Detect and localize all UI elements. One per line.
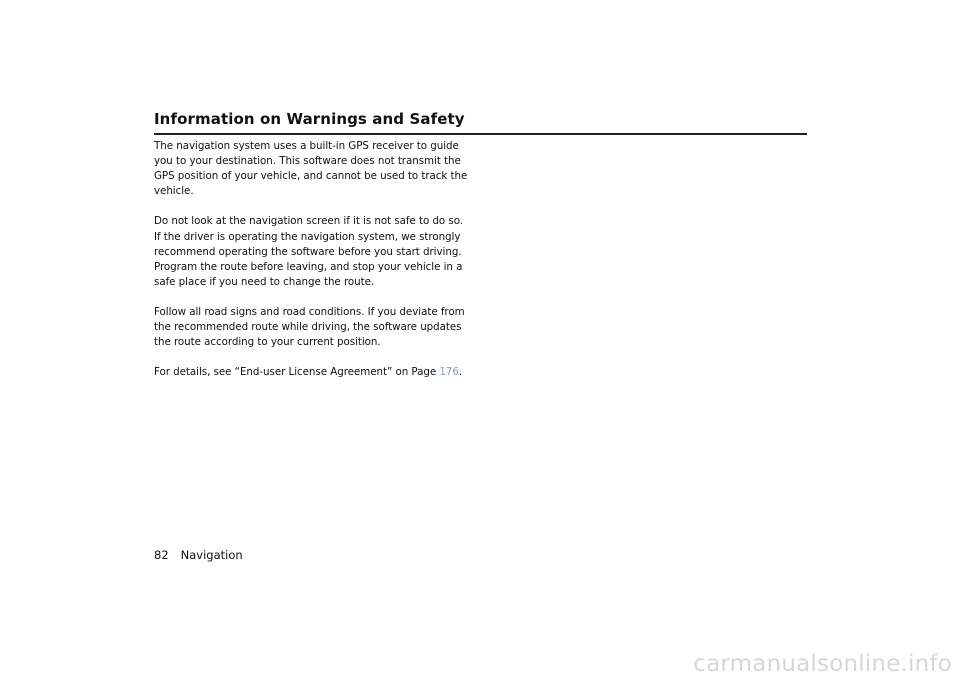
page-footer	[154, 548, 243, 562]
watermark: carmanualsonline.info	[693, 651, 952, 677]
title-divider	[154, 133, 807, 135]
chapter-name: Navigation	[180, 548, 243, 562]
reference-prefix: For details, see “End-user License Agreement” on Page	[154, 366, 440, 379]
paragraph-screen-safety: Do not look at the navigation screen if it is not safe to do so. If the driver is operating the navigation system, we strongly recommend operating the software before you start driving. Program the route before leaving, and stop your vehicle in a safe place if you need to change the route.	[154, 215, 464, 288]
page-number: 82	[154, 548, 169, 562]
paragraph-reference	[154, 365, 472, 380]
paragraph-gps: The navigation system uses a built-in GPS receiver to guide you to your destination. This software does not transmit the GPS position of your vehicle, and cannot be used to track the vehicle.	[154, 140, 468, 198]
section-body	[154, 139, 472, 396]
page-title: Information on Warnings and Safety	[154, 110, 465, 128]
paragraph-road-signs: Follow all road signs and road conditions. If you deviate from the recommended route while driving, the software updates the route according to your current position.	[154, 306, 465, 349]
reference-suffix: .	[458, 366, 463, 379]
page-reference-link[interactable]: 176	[439, 366, 459, 379]
